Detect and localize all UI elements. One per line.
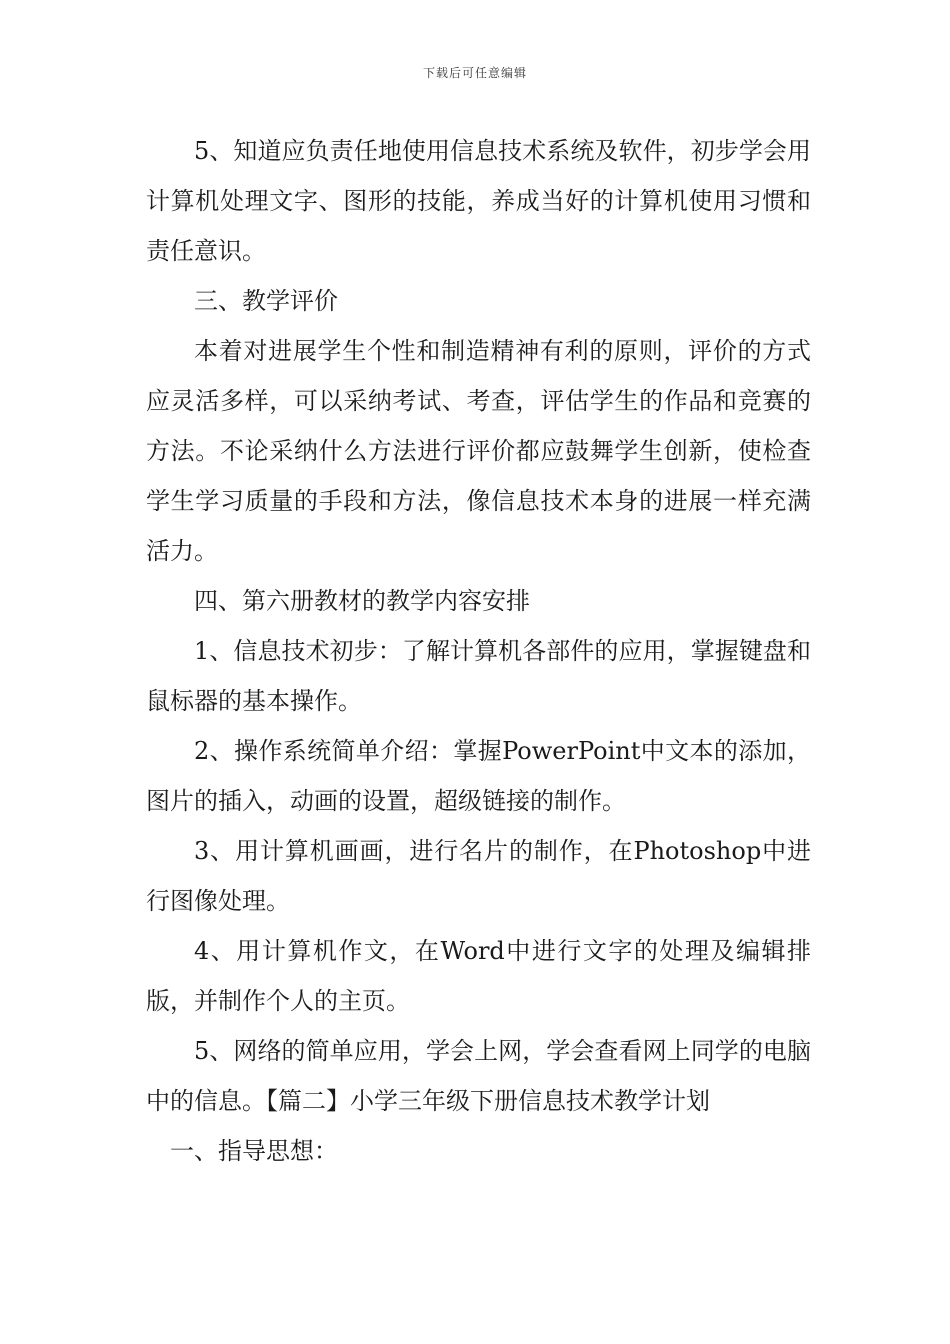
paragraph-evaluation: 本着对进展学生个性和制造精神有利的原则，评价的方式应灵活多样，可以采纳考试、考查，评估学生的作品和竞赛的方法。不论采纳什么方法进行评价都应鼓舞学生创新，使检查学生学习质量的手段和方法，像信息技术本身的进展一样充满活力。 — [146, 337, 811, 565]
paragraph-item-1: 1、信息技术初步：了解计算机各部件的应用，掌握键盘和鼠标器的基本操作。 — [146, 637, 811, 715]
paragraph-goal-5: 5、知道应负责任地使用信息技术系统及软件，初步学会用计算机处理文字、图形的技能，养成当好的计算机使用习惯和责任意识。 — [146, 137, 811, 265]
page-header-note: 下载后可任意编辑 — [422, 66, 527, 80]
heading-guiding-ideology: 一、指导思想： — [170, 1137, 338, 1165]
heading-teaching-evaluation: 三、教学评价 — [194, 287, 338, 315]
heading-content-arrangement: 四、第六册教材的教学内容安排 — [194, 587, 530, 615]
document-body — [146, 126, 811, 1176]
paragraph-item-2: 2、操作系统简单介绍：掌握PowerPoint中文本的添加，图片的插入，动画的设置，超级链接的制作。 — [146, 737, 811, 815]
paragraph-item-3: 3、用计算机画画，进行名片的制作，在Photoshop中进行图像处理。 — [146, 837, 811, 915]
paragraph-item-4: 4、用计算机作文，在Word中进行文字的处理及编辑排版，并制作个人的主页。 — [146, 937, 811, 1015]
paragraph-item-5: 5、网络的简单应用，学会上网，学会查看网上同学的电脑中的信息。【篇二】小学三年级下册信息技术教学计划 — [146, 1037, 811, 1115]
